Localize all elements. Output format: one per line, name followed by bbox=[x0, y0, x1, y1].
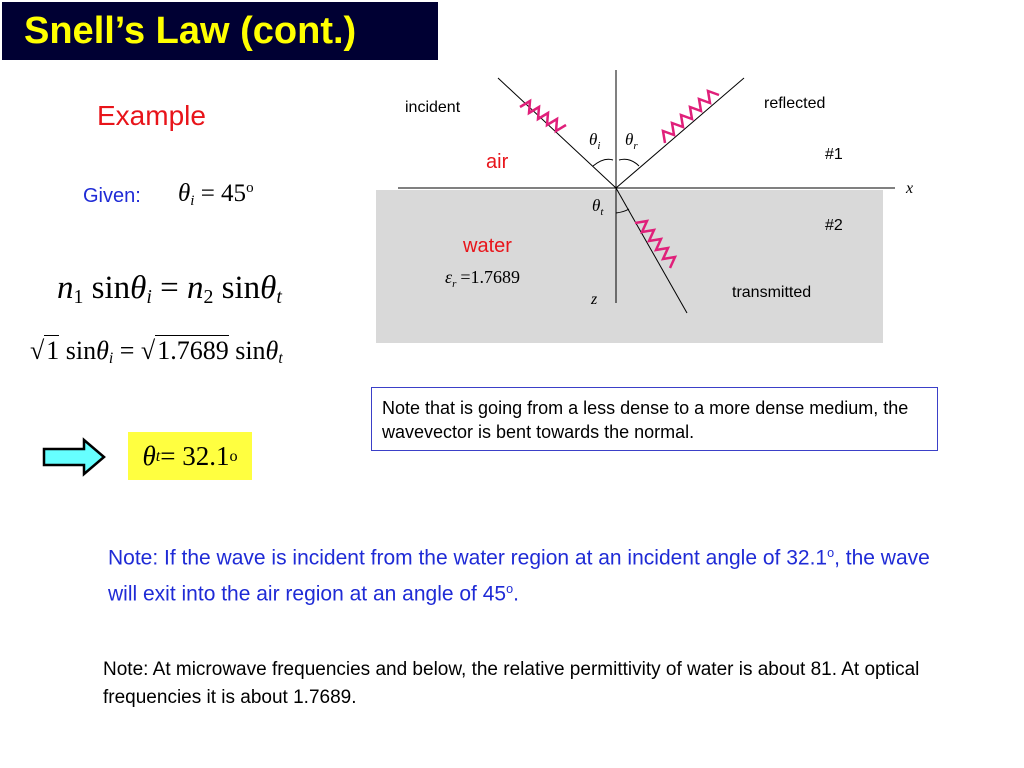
x-axis-label: x bbox=[906, 180, 914, 197]
theta-r-label: $\theta_r$ bbox=[625, 130, 638, 152]
substituted-equation: √1 sinθ$_i$ = √1.7689 sinθ$_t$ bbox=[30, 336, 283, 367]
example-heading: Example bbox=[97, 100, 206, 131]
snell-equation: $n_1$ $\sin\theta_i = n_2$ sinθ$_t$ bbox=[57, 270, 282, 308]
reflected-ray bbox=[616, 78, 744, 188]
page-title: Snell’s Law (cont.) bbox=[24, 9, 357, 52]
title-bar bbox=[2, 2, 438, 60]
permittivity-label: $\varepsilon_r =1.7689$ bbox=[445, 267, 521, 290]
incident-angle-arc bbox=[593, 159, 613, 166]
refraction-diagram bbox=[370, 65, 914, 350]
incident-ray bbox=[498, 78, 616, 188]
right-arrow-icon bbox=[42, 438, 106, 476]
incident-label: incident bbox=[405, 99, 461, 116]
theta-i-label: $\theta_i$ bbox=[589, 130, 601, 152]
water-label: water bbox=[463, 235, 512, 257]
result-box: θ t = 32.1 o bbox=[128, 432, 252, 480]
reverse-incidence-note: Note: If the wave is incident from the water region at an incident angle of 32.1$^o$, the wave will exit into the air region at an angle of 45$^o$. bbox=[108, 546, 930, 606]
z-axis-label: z bbox=[591, 291, 598, 308]
medium-1-label: #1 bbox=[825, 146, 843, 163]
transmitted-label: transmitted bbox=[732, 284, 812, 301]
reflected-angle-arc bbox=[619, 159, 639, 166]
air-label: air bbox=[486, 151, 509, 173]
theta-t-label: $\theta_t$ bbox=[592, 196, 604, 218]
reflected-label: reflected bbox=[764, 95, 826, 112]
given-label: Given: bbox=[83, 185, 141, 207]
reflected-wave-symbol bbox=[663, 91, 719, 143]
note-box: Note that is going from a less dense to a more dense medium, the wavevector is bent towards the normal. bbox=[371, 387, 938, 451]
given-equation: $\theta_i = 45^o$ bbox=[178, 180, 254, 209]
permittivity-note: Note: At microwave frequencies and below, the relative permittivity of water is about 81. At optical frequencies it is about 1.7689. bbox=[103, 659, 920, 708]
medium-2-label: #2 bbox=[825, 217, 843, 234]
